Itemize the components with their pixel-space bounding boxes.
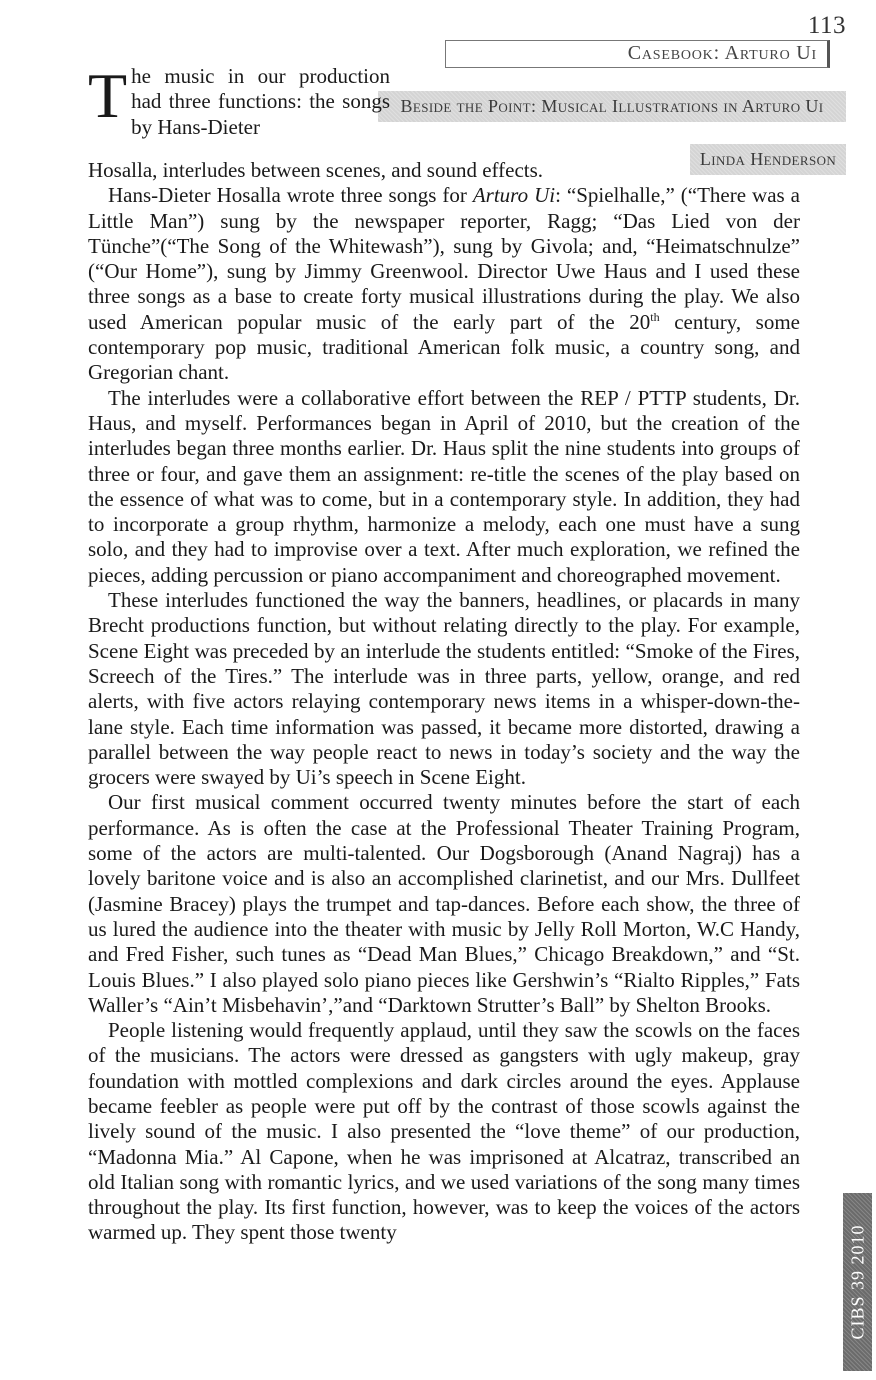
opening-paragraph (88, 60, 390, 140)
opening-text: he music in our production had three functions: the songs by Hans-Dieter (131, 64, 390, 139)
page-number: 113 (807, 12, 846, 39)
play-title-italic: Arturo Ui (472, 183, 556, 208)
running-header (445, 40, 830, 68)
paragraph-6: People listening would frequently applaud, until they saw the scowls on the faces of the musicians. The actors were dressed as gangsters with ugly makeup, gray foundation with mottled complexions and dark circles around the eyes. Applause became feebler as people were put off by the contrast of those scowls against the lively sound of the music. I also presented the “love theme” of our production, “Madonna Mia.” Al Capone, when he was imprisoned at Alcatraz, transcribed an old Italian song with romantic lyrics, and we used variations of the song many times throughout the play. Its first function, however, was to keep the voices of the actors warmed up. They spent those twenty (88, 1018, 800, 1245)
paragraph-1-continued: Hosalla, interludes between scenes, and sound effects. (88, 158, 544, 182)
paragraph-2-part-a: Hans-Dieter Hosalla wrote three songs for (108, 183, 473, 208)
running-header-label: Casebook: Arturo Ui (627, 42, 817, 64)
article-body (88, 158, 800, 1246)
superscript-th: th (650, 309, 660, 324)
paragraph-5: Our first musical comment occurred twenty minutes before the start of each performance. As is often the case at the Professional Theater Training Program, some of the actors are multi-talented. Our Dogsborough (Anand Nagraj) has a lovely baritone voice and is also an accomplished clarinetist, and our Mrs. Dullfeet (Jasmine Bracey) plays the trumpet and tap-dances. Before each show, the three of us lured the audience into the theater with music by Jelly Roll Morton, W.C Handy, and Fred Fisher, such tunes as “Dead Man Blues,” Chicago Breakdown,” and “St. Louis Blues.” I also played solo piano pieces like Gershwin’s “Rialto Ripples,” Fats Waller’s “Ain’t Misbehavin’,”and “Darktown Strutter’s Ball” by Shelton Brooks. (88, 790, 800, 1017)
article-title: Beside the Point: Musical Illustrations in Arturo Ui (378, 91, 846, 122)
journal-side-tab (843, 1193, 872, 1371)
article-author: Linda Henderson (690, 144, 846, 175)
paragraph-2-part-c: century, some contemporary pop music, traditional American folk music, a country song, and Gregorian chant. (88, 309, 800, 385)
paragraph-3: The interludes were a collaborative effort between the REP / PTTP students, Dr. Haus, and myself. Performances began in April of 2010, but the creation of the interludes began three months earlier. Dr. Haus split the nine students into groups of three or four, and gave them an assignment: re-title the scenes of the play based on the essence of what was to come, but in a contemporary style. In addition, they had to incorporate a group rhythm, harmonize a melody, each one must have a sung solo, and they had to improvise over a text. After much exploration, we refined the pieces, adding percussion or piano accompaniment and choreographed movement. (88, 385, 800, 587)
paragraph-2 (88, 183, 800, 385)
drop-cap: T (88, 60, 128, 131)
paragraph-2-part-b: : “Spielhalle,” (“There was a Little Man”) sung by the newspaper reporter, Ragg; “Das Lied von der Tünche”(“The Song of the Whitewash”), sung by Givola; and, “Heimatschnulze” (“Our Home”), sung by Jimmy Greenwool. Director Uwe Haus and I used these three songs as a base to create forty musical illustrations during the play. We also used American popular music of the early part of the 20 (88, 183, 801, 334)
paragraph-4: These interludes functioned the way the banners, headlines, or placards in many Brecht productions function, but without relating directly to the play. For example, Scene Eight was preceded by an interlude the students entitled: “Smoke of the Fires, Screech of the Tires.” The interlude was in three parts, yellow, orange, and red alerts, with five actors relaying contemporary news items in a whisper-down-the-lane style. Each time information was passed, it became more distorted, drawing a parallel between the way people react to news in today’s society and the way the grocers were swayed by Ui’s speech in Scene Eight. (88, 588, 800, 790)
journal-side-tab-label: CIBS 39 2010 (847, 1224, 867, 1340)
